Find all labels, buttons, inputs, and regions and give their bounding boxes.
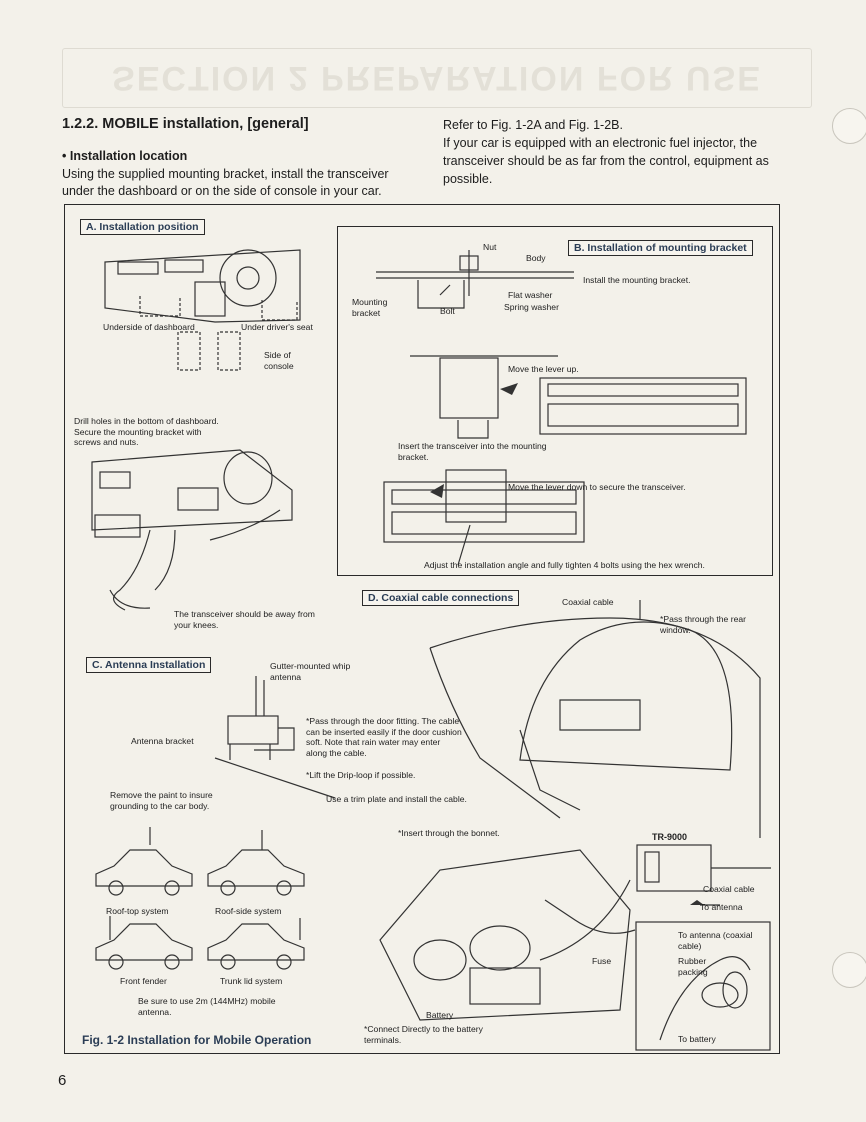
label-roof-top: Roof-top system xyxy=(106,906,169,916)
label-nut: Nut xyxy=(483,242,497,252)
label-body: Body xyxy=(526,253,546,263)
label-bolt: Bolt xyxy=(440,306,455,316)
label-battery: Battery xyxy=(426,1010,454,1020)
knees-note: The transceiver should be away from your knees. xyxy=(174,609,315,630)
lever-up-note: Move the lever up. xyxy=(508,364,579,374)
door-fitting-note: *Pass through the door fitting. The cable can be inserted easily if the door cushion soft. Note that rain water may enter along the cable. xyxy=(306,716,462,758)
page-number: 6 xyxy=(58,1072,67,1089)
label-fuse: Fuse xyxy=(592,956,612,966)
label-side-console: Side of console xyxy=(264,350,294,371)
label-mounting-bracket: Mounting bracket xyxy=(352,297,388,318)
bonnet-note: *Insert through the bonnet. xyxy=(398,828,500,838)
label-underside-dashboard: Underside of dashboard xyxy=(103,322,195,332)
adjust-angle-note: Adjust the installation angle and fully tighten 4 bolts using the hex wrench. xyxy=(424,560,705,570)
label-coaxial-cable-right: Coaxial cable xyxy=(703,884,755,894)
install-bracket-note: Install the mounting bracket. xyxy=(583,275,691,285)
panel-a-title: A. Installation position xyxy=(80,219,205,235)
label-gutter-antenna: Gutter-mounted whip antenna xyxy=(270,661,351,682)
label-front-fender: Front fender xyxy=(120,976,167,986)
label-roof-side: Roof-side system xyxy=(215,906,282,916)
panel-b-title: B. Installation of mounting bracket xyxy=(568,240,753,256)
trim-plate-note: Use a trim plate and install the cable. xyxy=(326,794,467,804)
drip-loop-note: *Lift the Drip-loop if possible. xyxy=(306,770,416,780)
ghost-section-header: SECTION 2 PREPARATION FOR USE xyxy=(62,48,812,108)
label-to-antenna-coax: To antenna (coaxial cable) xyxy=(678,930,753,951)
insert-transceiver-note: Insert the transceiver into the mounting bracket. xyxy=(398,441,547,462)
label-trunk-lid: Trunk lid system xyxy=(220,976,283,986)
label-antenna-bracket: Antenna bracket xyxy=(131,736,194,746)
label-to-antenna: To antenna xyxy=(700,902,743,912)
label-flat-washer: Flat washer xyxy=(508,290,553,300)
intro-left-paragraph: Using the supplied mounting bracket, install the transceiver under the dashboard or on the side of console in your car. xyxy=(62,167,389,198)
lever-down-note: Move the lever down to secure the transceiver. xyxy=(508,482,686,492)
label-to-battery: To battery xyxy=(678,1034,716,1044)
intro-right-line-2: If your car is equipped with an electronic fuel injector, the transceiver should be as far from the control, equipment as possible. xyxy=(443,136,769,186)
panel-c-title: C. Antenna Installation xyxy=(86,657,211,673)
intro-right-line-1: Refer to Fig. 1-2A and Fig. 1-2B. xyxy=(443,118,623,132)
drill-note: Drill holes in the bottom of dashboard. Secure the mounting bracket with screws and nuts. xyxy=(74,416,219,447)
connect-battery-note: *Connect Directly to the battery terminals. xyxy=(364,1024,483,1045)
rear-window-note: *Pass through the rear window. xyxy=(660,614,746,635)
label-coaxial-cable-top: Coaxial cable xyxy=(562,597,614,607)
label-spring-washer: Spring washer xyxy=(504,302,559,312)
mobile-antenna-note: Be sure to use 2m (144MHz) mobile antenna. xyxy=(138,996,276,1017)
subheading: • Installation location xyxy=(62,149,188,163)
section-title: 1.2.2. MOBILE installation, [general] xyxy=(62,116,309,132)
label-rubber-packing: Rubber packing xyxy=(678,956,708,977)
remove-paint-note: Remove the paint to insure grounding to the car body. xyxy=(110,790,213,811)
figure-caption: Fig. 1-2 Installation for Mobile Operation xyxy=(82,1033,312,1047)
model-label: TR-9000 xyxy=(652,832,688,842)
label-under-driver-seat: Under driver's seat xyxy=(241,322,313,332)
panel-d-title: D. Coaxial cable connections xyxy=(362,590,519,606)
